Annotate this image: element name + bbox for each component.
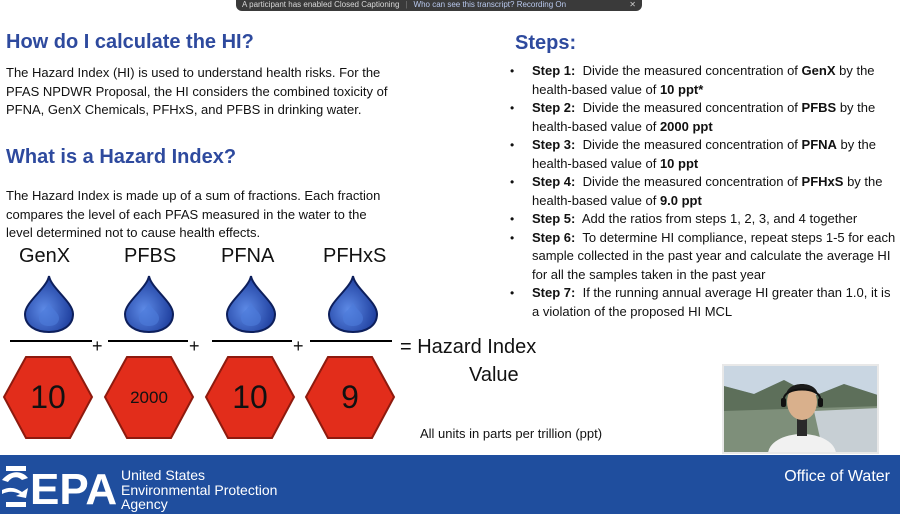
- agency-name: United States Environmental Protection Agency: [121, 467, 278, 512]
- captioning-notice: A participant has enabled Closed Captioning: [242, 0, 400, 9]
- denominator-hexagon: [2, 355, 94, 440]
- step-item: • Step 6: To determine HI compliance, repeat steps 1-5 for each sample collected in the past year and calculate the average HI for all the samples taken in the past year: [510, 229, 896, 282]
- denominator-hexagon: [204, 355, 296, 440]
- meeting-notification-bar: [236, 0, 642, 11]
- step-item: • Step 7: If the running annual average HI greater than 1.0, it is a violation of the proposed HI MCL: [510, 285, 891, 319]
- units-note: All units in parts per trillion (ppt): [420, 426, 603, 441]
- step-item: • Step 5: Add the ratios from steps 1, 2, 3, and 4 together: [510, 211, 858, 226]
- hi-description: The Hazard Index (HI) is used to understand health risks. For the PFAS NPDWR Proposal, the HI considers the combined toxicity of PFNA, GenX Chemicals, PFHxS, and PFBS in drinking water.: [6, 65, 388, 117]
- step-item: • Step 1: Divide the measured concentration of GenX by the health-based value of 10 ppt*: [510, 63, 875, 97]
- step-item: • Step 3: Divide the measured concentration of PFNA by the health-based value of 10 ppt: [510, 137, 876, 171]
- water-drop-icon: [21, 274, 77, 334]
- water-drop-icon: [325, 274, 381, 334]
- plus-sign: +: [293, 336, 304, 356]
- denominator-value: 10: [30, 379, 66, 415]
- epa-logo-icon: [0, 458, 118, 512]
- equals-hazard-index: = Hazard Index: [400, 336, 537, 358]
- heading-what-is-hi: What is a Hazard Index?: [6, 146, 237, 168]
- heading-calculate-hi: How do I calculate the HI?: [6, 31, 254, 53]
- hazard-index-description: The Hazard Index is made up of a sum of fractions. Each fraction compares the level of each PFAS measured in the water to the level determined not to cause health effects.: [6, 188, 381, 240]
- steps-list: [506, 62, 896, 321]
- step-item: • Step 2: Divide the measured concentration of PFBS by the health-based value of 2000 ppt: [510, 100, 876, 134]
- close-notification-button[interactable]: ✕: [629, 0, 636, 9]
- speaker-video-frame: [724, 366, 879, 454]
- water-drop-icon: [121, 274, 177, 334]
- divider: |: [405, 0, 408, 9]
- denominator-value: 2000: [130, 387, 168, 407]
- transcript-info-link[interactable]: Who can see this transcript? Recording On: [413, 0, 567, 9]
- value-label: Value: [469, 364, 519, 386]
- speaker-video-thumbnail[interactable]: [722, 364, 879, 454]
- chemical-label-pfbs: PFBS: [124, 245, 177, 267]
- plus-sign: +: [189, 336, 200, 356]
- denominator-hexagon: [103, 355, 195, 440]
- fraction-line: [212, 340, 292, 342]
- plus-sign: +: [92, 336, 103, 356]
- denominator-value: 10: [232, 379, 268, 415]
- steps-heading: Steps:: [515, 32, 577, 54]
- fraction-line: [10, 340, 92, 342]
- chemical-label-genx: GenX: [19, 245, 71, 267]
- fraction-line: [108, 340, 188, 342]
- chemical-label-pfna: PFNA: [221, 245, 275, 267]
- chemical-label-pfhxs: PFHxS: [323, 245, 387, 267]
- water-drop-icon: [223, 274, 279, 334]
- office-of-water-label: Office of Water: [784, 468, 890, 485]
- fraction-line: [310, 340, 392, 342]
- step-item: • Step 4: Divide the measured concentration of PFHxS by the health-based value of 9.0 ppt: [510, 174, 883, 208]
- denominator-value: 9: [341, 379, 359, 415]
- svg-text:EPA: EPA: [30, 465, 118, 512]
- denominator-hexagon: [304, 355, 396, 440]
